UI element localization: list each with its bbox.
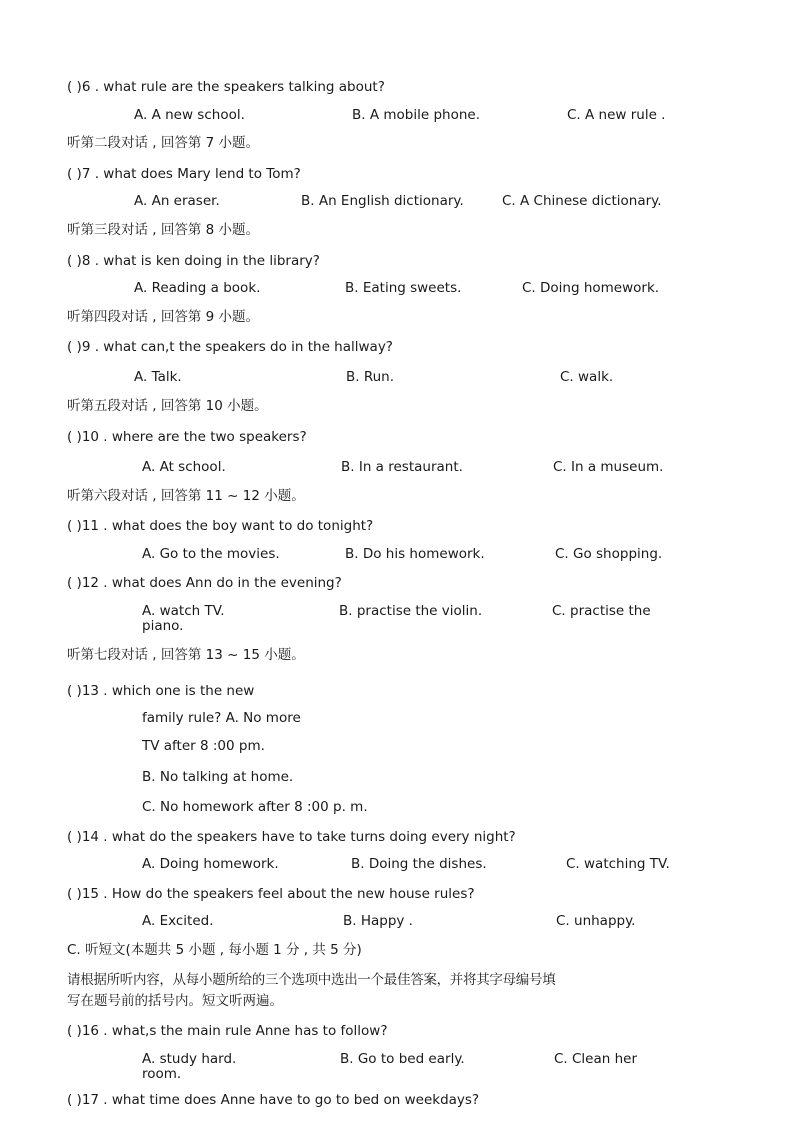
q14-option-b: B. Doing the dishes.	[351, 856, 487, 872]
q10-option-a: A. At school.	[142, 459, 226, 475]
q7-stem: ( )7 . what does Mary lend to Tom?	[67, 166, 301, 182]
q14-option-c: C. watching TV.	[566, 856, 670, 872]
q9-stem: ( )9 . what can,t the speakers do in the hallway?	[67, 339, 393, 355]
q16-stem: ( )16 . what,s the main rule Anne has to follow?	[67, 1023, 388, 1039]
q13-option-c: C. No homework after 8 :00 p. m.	[142, 799, 368, 815]
q11-option-b: B. Do his homework.	[345, 546, 485, 562]
q6-stem: ( )6 . what rule are the speakers talking about?	[67, 79, 385, 95]
q9-option-b: B. Run.	[346, 369, 395, 385]
q12-option-b: B. practise the violin.	[339, 603, 483, 619]
section-2-heading: 听第二段对话 , 回答第 7 小题。	[67, 135, 260, 151]
q15-stem: ( )15 . How do the speakers feel about the new house rules?	[67, 886, 475, 902]
q16-option-b: B. Go to bed early.	[340, 1051, 465, 1067]
q15-option-c: C. unhappy.	[556, 913, 636, 929]
q7-option-b: B. An English dictionary.	[301, 193, 464, 209]
q6-option-c: C. A new rule .	[567, 107, 666, 123]
q13-line-3: TV after 8 :00 pm.	[142, 738, 265, 754]
q16-option-c: C. Clean her	[554, 1051, 638, 1067]
q11-option-c: C. Go shopping.	[555, 546, 663, 562]
q8-option-a: A. Reading a book.	[134, 280, 261, 296]
q12-stem: ( )12 . what does Ann do in the evening?	[67, 575, 342, 591]
q13-stem: ( )13 . which one is the new	[67, 683, 255, 699]
q6-option-b: B. A mobile phone.	[352, 107, 480, 123]
q9-option-c: C. walk.	[560, 369, 614, 385]
q8-option-b: B. Eating sweets.	[345, 280, 462, 296]
section-6-heading: 听第六段对话 , 回答第 11 ~ 12 小题。	[67, 488, 305, 504]
q10-option-c: C. In a museum.	[553, 459, 664, 475]
q11-option-a: A. Go to the movies.	[142, 546, 280, 562]
q13-line-2: family rule? A. No more	[142, 710, 301, 726]
q15-option-a: A. Excited.	[142, 913, 214, 929]
section-3-heading: 听第三段对话 , 回答第 8 小题。	[67, 222, 260, 238]
q13-option-b: B. No talking at home.	[142, 769, 294, 785]
q6-option-a: A. A new school.	[134, 107, 245, 123]
q9-option-a: A. Talk.	[134, 369, 182, 385]
q12-option-a: A. watch TV.	[142, 603, 225, 619]
section-5-heading: 听第五段对话 , 回答第 10 小题。	[67, 398, 268, 414]
q17-stem: ( )17 . what time does Anne have to go to bed on weekdays?	[67, 1092, 480, 1108]
instruction-line-2: 写在题号前的括号内。短文听两遍。	[67, 993, 283, 1009]
q16-option-a: A. study hard.	[142, 1051, 237, 1067]
q7-option-a: A. An eraser.	[134, 193, 220, 209]
q16-option-c-continued: room.	[142, 1066, 182, 1082]
q14-option-a: A. Doing homework.	[142, 856, 279, 872]
q15-option-b: B. Happy .	[343, 913, 413, 929]
q11-stem: ( )11 . what does the boy want to do tonight?	[67, 518, 374, 534]
instruction-line-1: 请根据所听内容，从每小题所给的三个选项中选出一个最佳答案，并将其字母编号填	[67, 972, 556, 988]
section-4-heading: 听第四段对话 , 回答第 9 小题。	[67, 309, 260, 325]
q8-option-c: C. Doing homework.	[522, 280, 660, 296]
q7-option-c: C. A Chinese dictionary.	[502, 193, 662, 209]
q10-stem: ( )10 . where are the two speakers?	[67, 429, 307, 445]
section-c-heading: C. 听短文(本题共 5 小题 , 每小题 1 分 , 共 5 分)	[67, 942, 362, 958]
q10-option-b: B. In a restaurant.	[341, 459, 463, 475]
q12-option-c: C. practise the	[552, 603, 651, 619]
q12-option-c-continued: piano.	[142, 618, 184, 634]
q8-stem: ( )8 . what is ken doing in the library?	[67, 253, 320, 269]
section-7-heading: 听第七段对话 , 回答第 13 ~ 15 小题。	[67, 647, 305, 663]
q14-stem: ( )14 . what do the speakers have to take turns doing every night?	[67, 829, 516, 845]
